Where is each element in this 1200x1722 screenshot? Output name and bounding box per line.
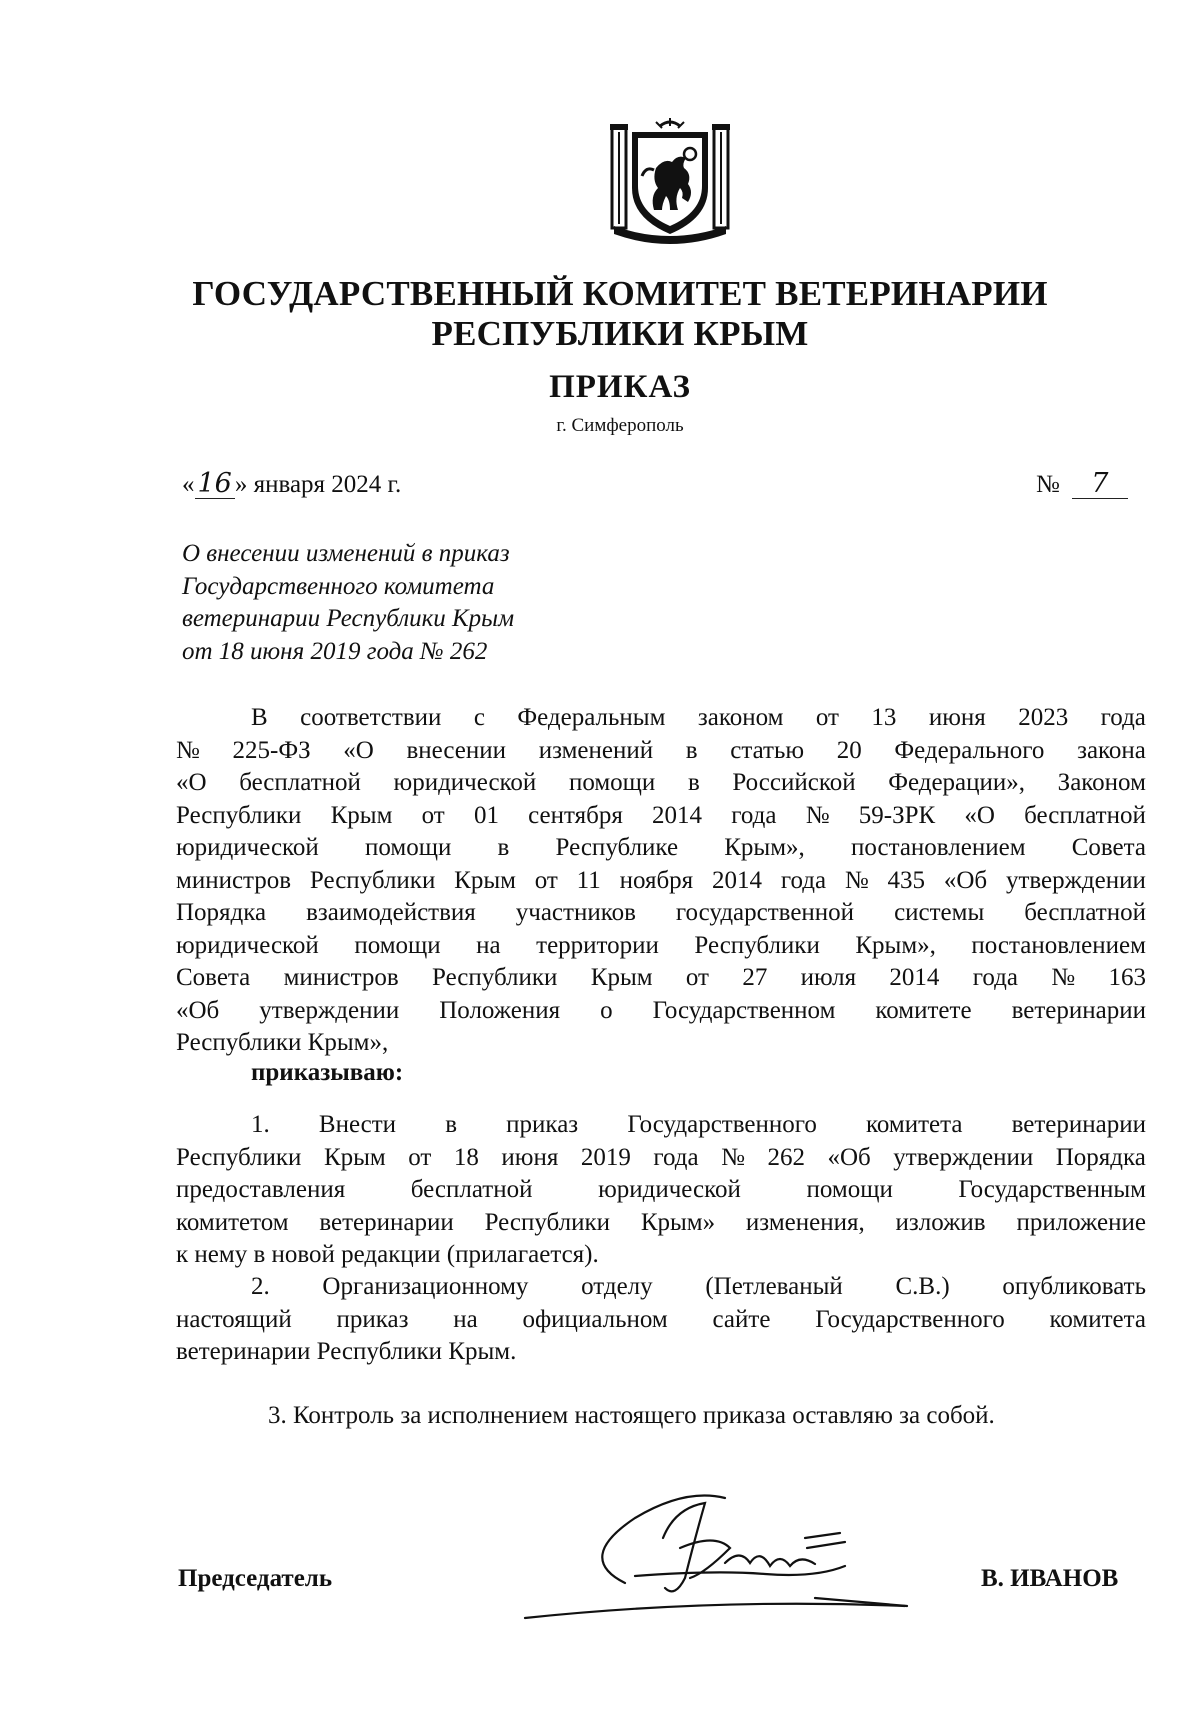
crimea-coat-of-arms-icon [610, 118, 730, 246]
word: Крым [454, 866, 516, 894]
word: Законом [1057, 769, 1146, 796]
text-line [176, 995, 1146, 1028]
text-line [176, 1304, 1146, 1337]
word: ветеринарии [1011, 1111, 1146, 1138]
word: Государственном [652, 996, 836, 1024]
word: в [497, 834, 510, 861]
date-quote-open: « [182, 471, 195, 498]
word: отделу [581, 1273, 653, 1300]
word: ветеринарии [1011, 996, 1146, 1024]
word: бесплатной [239, 769, 361, 796]
word: июня [501, 1143, 559, 1171]
word: года [731, 801, 777, 829]
word: приказ [336, 1305, 409, 1333]
text-line [176, 1207, 1146, 1240]
text-line [176, 1271, 1146, 1304]
word: юридической [393, 769, 537, 796]
word: «Об [827, 1143, 871, 1171]
word: 59-ЗРК [858, 801, 936, 829]
word: Республики [694, 931, 820, 959]
text-line: к нему в новой редакции (прилагается). [176, 1241, 599, 1268]
word: Совета [176, 964, 251, 991]
document-number [1036, 470, 1128, 499]
word: постановлением [850, 834, 1026, 861]
word: от [421, 801, 445, 829]
word: в [685, 736, 698, 764]
word: 163 [1108, 964, 1146, 991]
word: утверждении [1005, 866, 1146, 894]
word: предоставления [176, 1176, 346, 1203]
word: Крым [323, 1143, 386, 1171]
word: официальном [522, 1305, 668, 1333]
handwritten-number: 7 [1072, 470, 1128, 499]
word: юридической [598, 1176, 741, 1203]
word: Государственного [815, 1305, 1005, 1333]
text-line [176, 735, 1146, 768]
word: года [653, 1143, 699, 1171]
word: Республике [555, 834, 679, 861]
subject-line: Государственного комитета [182, 572, 495, 600]
issue-city: г. Симферополь [556, 415, 684, 436]
word: Федеральным [517, 704, 666, 731]
subject-line: О внесении изменений в приказ [182, 540, 510, 567]
word: комитета [1049, 1305, 1146, 1333]
word: бесплатной [410, 1176, 533, 1203]
word: «О [343, 736, 374, 764]
word: сайте [712, 1305, 771, 1333]
word: соответствии [300, 704, 442, 731]
word: 18 [453, 1143, 479, 1171]
word: Внести [318, 1111, 397, 1138]
text-line [176, 865, 1146, 898]
word: «О [176, 769, 207, 796]
text-line [176, 962, 1146, 995]
word: Совета [1071, 834, 1146, 861]
handwritten-day: 16 [195, 470, 235, 499]
word: Республики [432, 964, 558, 991]
word: Государственного [627, 1111, 817, 1138]
text-line [176, 930, 1146, 963]
word: В [251, 704, 268, 731]
word: Порядка [1055, 1143, 1146, 1171]
word: комитете [875, 996, 972, 1024]
word: 27 [742, 964, 768, 991]
word: № [176, 736, 200, 764]
handwritten-signature [515, 1478, 955, 1628]
word: Государственным [958, 1176, 1146, 1203]
word: министров [176, 866, 292, 894]
text-line: Республики Крым», [176, 1029, 389, 1056]
word: помощи [365, 834, 452, 861]
word: изменений [538, 736, 654, 764]
word: 1. [251, 1111, 270, 1138]
text-line [176, 800, 1146, 833]
word: в [687, 769, 700, 796]
word: в [445, 1111, 458, 1138]
word: Крым [590, 964, 653, 991]
word: системы [894, 899, 985, 926]
text-line [176, 897, 1146, 930]
word: о [600, 996, 613, 1024]
organization-name-line2: РЕСПУБЛИКИ КРЫМ [431, 314, 809, 353]
word: приказ [506, 1111, 579, 1138]
word: (Петлеваный [705, 1273, 843, 1300]
word: от [408, 1143, 432, 1171]
word: 435 [887, 866, 926, 894]
word: от [815, 704, 839, 731]
word: изложив [895, 1208, 986, 1236]
word: Положения [439, 996, 561, 1024]
word: Организационному [322, 1273, 529, 1300]
word: сентября [528, 801, 623, 829]
text-line [176, 832, 1146, 865]
word: 2014 [652, 801, 703, 829]
word: Крым» [640, 1208, 716, 1236]
word: ветеринарии [319, 1208, 454, 1236]
word: закона [1077, 736, 1146, 764]
order-item-1 [176, 1109, 1146, 1272]
word: Республики [176, 1143, 302, 1171]
word: Республики [484, 1208, 610, 1236]
word: Республики [309, 866, 436, 894]
word: 2014 [889, 964, 940, 991]
word: от [534, 866, 558, 894]
number-label: № [1036, 471, 1060, 498]
word: взаимодействия [306, 899, 476, 926]
word: изменения, [745, 1208, 865, 1236]
word: июня [928, 704, 986, 731]
word: ноября [619, 866, 694, 894]
word: «Об [943, 866, 988, 894]
text-line [176, 1109, 1146, 1142]
order-item-2 [176, 1271, 1146, 1369]
word: на [476, 931, 501, 959]
word: Федерации», [888, 769, 1026, 796]
word: 13 [871, 704, 897, 731]
text-line [176, 1142, 1146, 1175]
word: года [1100, 704, 1146, 731]
word: 225-ФЗ [232, 736, 311, 764]
word: Крым», [855, 931, 936, 959]
word: с [473, 704, 485, 731]
word: на [453, 1305, 478, 1333]
word: министров [283, 964, 399, 991]
word: «О [964, 801, 995, 829]
word: помощи [354, 931, 441, 959]
word: бесплатной [1024, 801, 1146, 829]
subject-line: от 18 июня 2019 года № 262 [182, 637, 488, 665]
word: утверждении [893, 1143, 1034, 1171]
organization-name-line1: ГОСУДАРСТВЕННЫЙ КОМИТЕТ ВЕТЕРИНАРИИ [192, 274, 1048, 313]
word: приложение [1016, 1208, 1146, 1236]
word: юридической [176, 931, 319, 959]
word: Порядка [176, 899, 267, 926]
word: № [1051, 964, 1076, 991]
word: государственной [675, 899, 855, 926]
word: помощи [806, 1176, 893, 1203]
word: С.В.) [895, 1273, 950, 1300]
text-line [176, 1174, 1146, 1207]
word: года [972, 964, 1018, 991]
word: постановлением [971, 931, 1146, 959]
word: юридической [176, 834, 319, 861]
word: территории [536, 931, 659, 959]
text-line [176, 702, 1146, 735]
word: внесении [406, 736, 507, 764]
word: Крым [330, 801, 393, 829]
word: статью [730, 736, 805, 764]
word: бесплатной [1024, 899, 1146, 926]
word: от [685, 964, 709, 991]
signatory-name: В. ИВАНОВ [981, 1565, 1119, 1592]
word: 20 [836, 736, 862, 764]
word: 11 [576, 866, 601, 894]
word: Крым», [724, 834, 805, 861]
document-date [182, 470, 401, 499]
date-rest: » января 2024 г. [234, 471, 402, 498]
word: 2019 [580, 1143, 631, 1171]
document-type: ПРИКАЗ [549, 369, 691, 405]
word: Федерального [894, 736, 1045, 764]
word: 262 [767, 1143, 805, 1171]
order-word: приказываю: [251, 1059, 404, 1086]
word: № [805, 801, 830, 829]
word: утверждении [259, 996, 400, 1024]
word: года [780, 866, 827, 894]
word: № [844, 866, 869, 894]
word: 2023 [1018, 704, 1069, 731]
preamble-paragraph [176, 702, 1146, 1060]
word: Республики [176, 801, 302, 829]
text-line: ветеринарии Республики Крым. [176, 1338, 517, 1365]
subject-line: ветеринарии Республики Крым [182, 605, 515, 632]
order-item-3: 3. Контроль за исполнением настоящего приказа оставляю за собой. [268, 1402, 995, 1429]
word: 2. [251, 1273, 270, 1300]
word: 2014 [712, 866, 762, 894]
text-line [176, 767, 1146, 800]
document-subject [182, 538, 622, 668]
word: настоящий [176, 1305, 292, 1333]
word: участников [515, 899, 636, 926]
word: № [721, 1143, 745, 1171]
word: «Об [176, 996, 220, 1024]
word: 01 [473, 801, 499, 829]
word: июля [800, 964, 857, 991]
signatory-title: Председатель [178, 1565, 333, 1592]
word: комитетом [176, 1208, 289, 1236]
word: помощи [568, 769, 656, 796]
word: комитета [866, 1111, 963, 1138]
word: Российской [732, 769, 856, 796]
word: законом [697, 704, 784, 731]
word: опубликовать [1002, 1273, 1146, 1300]
